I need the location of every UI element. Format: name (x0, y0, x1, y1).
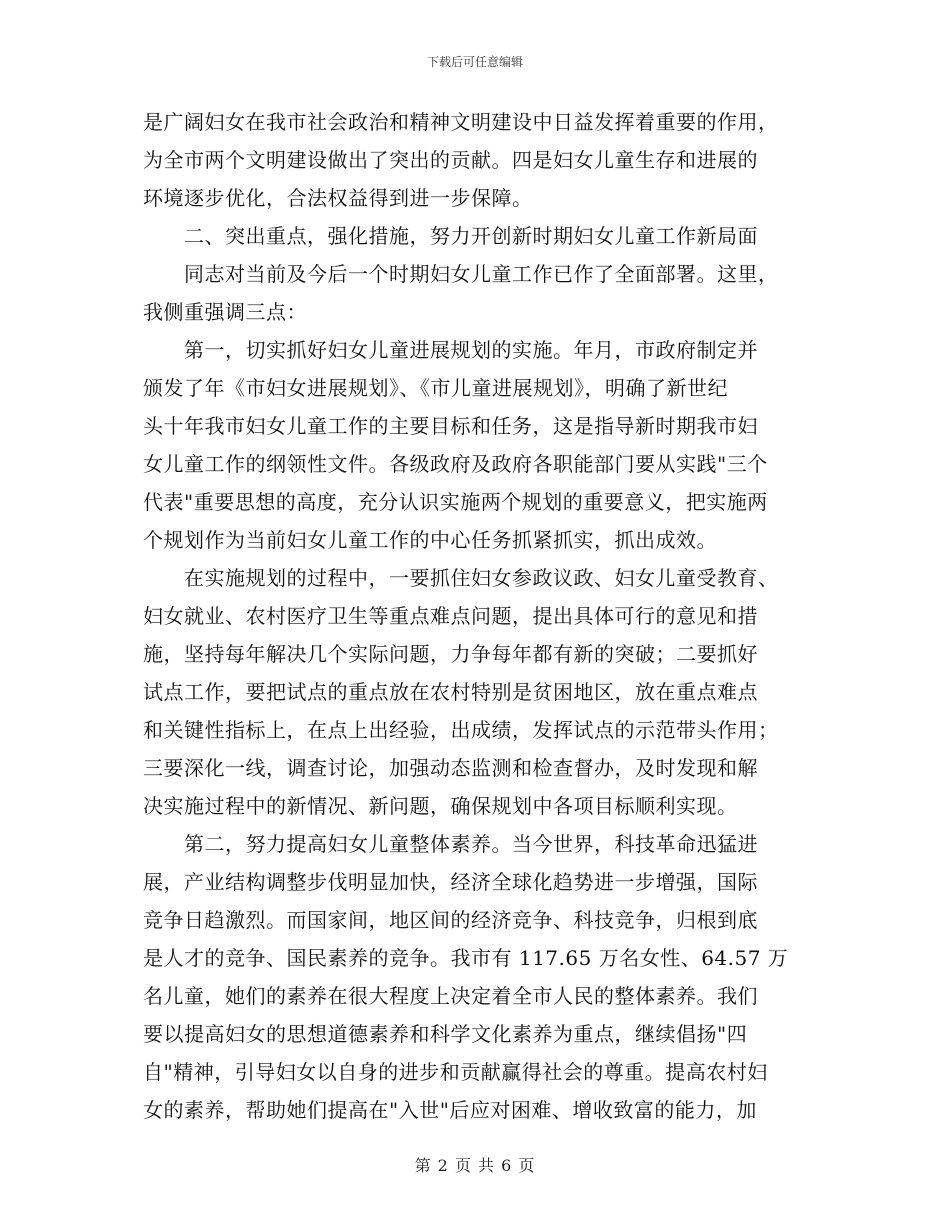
text-line: 要以提高妇女的思想道德素养和科学文化素养为重点，继续倡扬"四 (143, 1022, 748, 1046)
text-line: 自"精神，引导妇女以自身的进步和贡献赢得社会的尊重。提高农村妇 (143, 1060, 768, 1084)
text-line: 三要深化一线，调查讨论，加强动态监测和检查督办，及时发现和解 (143, 756, 758, 780)
text-line: 妇女就业、农村医疗卫生等重点难点问题，提出具体可行的意见和措 (143, 604, 758, 628)
text-line: 颁发了年《市妇女进展规划》、《市儿童进展规划》，明确了新世纪 (143, 376, 728, 400)
text-line: 试点工作，要把试点的重点放在农村特别是贫困地区，放在重点难点 (143, 680, 758, 704)
text-line: 第一，切实抓好妇女儿童进展规划的实施。年月，市政府制定并 (143, 338, 758, 362)
text-line: 在实施规划的过程中，一要抓住妇女参政议政、妇女儿童受教育、 (143, 566, 779, 590)
text-line: 决实施过程中的新情况、新问题，确保规划中各项目标顺利实现。 (143, 794, 738, 818)
text-line: 名儿童，她们的素养在很大程度上决定着全市人民的整体素养。我们 (143, 984, 758, 1008)
page-number-footer: 第 2 页 共 6 页 (414, 1156, 536, 1175)
text-line: 展，产业结构调整步伐明显加快，经济全球化趋势进一步增强，国际 (143, 870, 758, 894)
text-line: 女的素养，帮助她们提高在"入世"后应对困难、增收致富的能力，加 (143, 1098, 757, 1122)
text-line: 我侧重强调三点： (143, 300, 307, 324)
text-line: 头十年我市妇女儿童工作的主要目标和任务，这是指导新时期我市妇 (143, 414, 758, 438)
text-line: 施，坚持每年解决几个实际问题，力争每年都有新的突破；二要抓好 (143, 642, 758, 666)
text-line: 竞争日趋激烈。而国家间，地区间的经济竞争、科技竞争，归根到底 (143, 908, 758, 932)
text-line: 是人才的竞争、国民素养的竞争。我市有 117.65 万名女性、64.57 万 (143, 946, 789, 970)
text-line: 同志对当前及今后一个时期妇女儿童工作已作了全面部署。这里， (143, 262, 779, 286)
text-line: 是广阔妇女在我市社会政治和精神文明建设中日益发挥着重要的作用， (143, 110, 779, 134)
document-body (143, 103, 808, 1129)
page-header: 下载后可任意编辑 (426, 55, 523, 69)
text-line: 环境逐步优化，合法权益得到进一步保障。 (143, 186, 533, 210)
text-line: 第二，努力提高妇女儿童整体素养。当今世界，科技革命迅猛进 (143, 832, 758, 856)
section-heading: 二、突出重点，强化措施，努力开创新时期妇女儿童工作新局面 (143, 224, 758, 248)
text-line: 和关键性指标上，在点上出经验，出成绩，发挥试点的示范带头作用； (143, 718, 779, 742)
text-line: 女儿童工作的纲领性文件。各级政府及政府各职能部门要从实践"三个 (143, 452, 768, 476)
text-line: 为全市两个文明建设做出了突出的贡献。四是妇女儿童生存和进展的 (143, 148, 758, 172)
text-line: 代表"重要思想的高度，充分认识实施两个规划的重要意义，把实施两 (143, 490, 768, 514)
text-line: 个规划作为当前妇女儿童工作的中心任务抓紧抓实，抓出成效。 (143, 528, 717, 552)
